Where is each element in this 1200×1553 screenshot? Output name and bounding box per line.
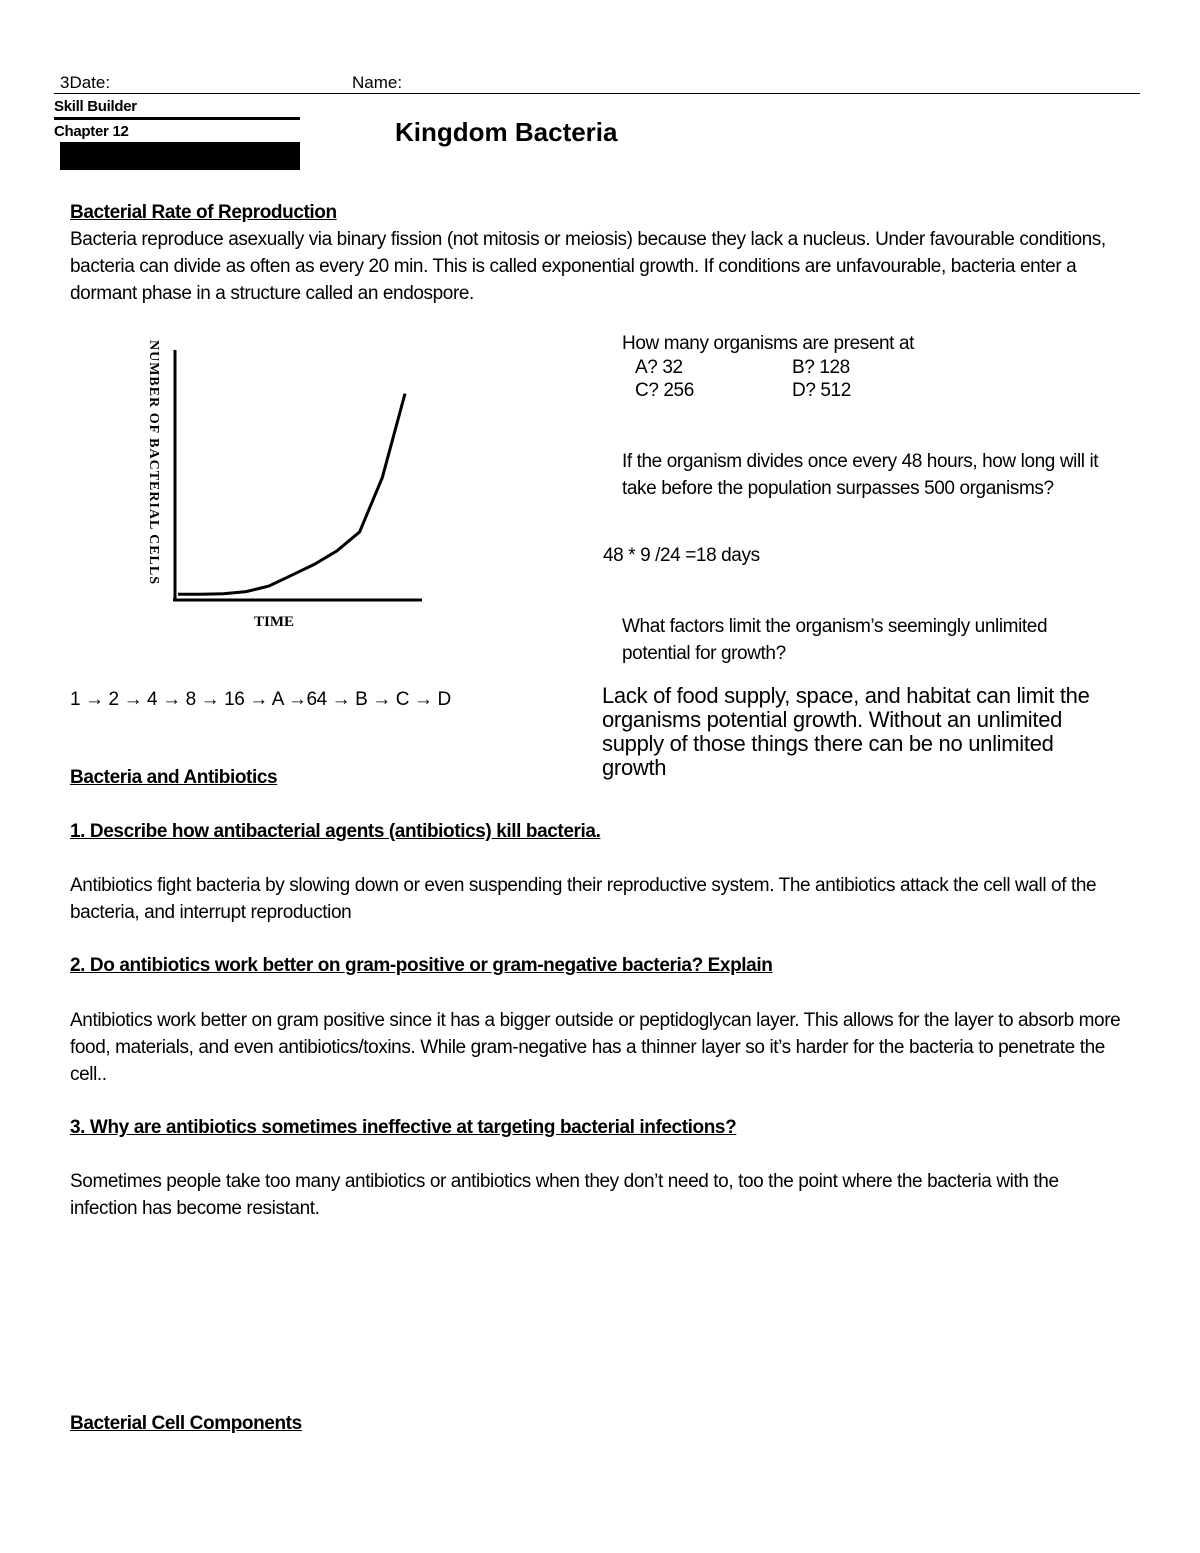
components-heading: Bacterial Cell Components <box>70 1413 302 1434</box>
question-1: 1. Describe how antibacterial agents (antibiotics) kill bacteria. <box>70 821 601 842</box>
reproduction-heading: Bacterial Rate of Reproduction <box>70 202 337 223</box>
time-question: If the organism divides once every 48 hours, how long will it take before the population surpasses 500 organisms? <box>622 451 1099 499</box>
question-2: 2. Do antibiotics work better on gram-positive or gram-negative bacteria? Explain <box>70 955 773 976</box>
x-axis-label: TIME <box>254 614 295 630</box>
answer-c: C? 256 <box>635 380 694 401</box>
y-axis-label: NUMBER OF BACTERIAL CELLS <box>146 340 161 586</box>
factors-question: What factors limit the organism’s seemingly unlimited potential for growth? <box>622 616 1048 664</box>
answer-2: Antibiotics work better on gram positive since it has a bigger outside or peptidoglycan layer. This allows for the layer to absorb more food, materials, and even antibiotics/toxins. While gram-negative has a thinner layer so it’s harder for the bacteria to penetrate the cell.. <box>70 1010 1121 1085</box>
page-title: Kingdom Bacteria <box>395 117 618 147</box>
time-answer: 48 * 9 /24 =18 days <box>603 545 760 566</box>
answer-3: Sometimes people take too many antibiotics or antibiotics when they don’t need to, too the point where the bacteria with the infection has become resistant. <box>70 1171 1059 1219</box>
header-rule <box>54 93 1140 94</box>
growth-curve <box>178 394 405 595</box>
antibiotics-heading: Bacteria and Antibiotics <box>70 767 278 788</box>
answer-1: Antibiotics fight bacteria by slowing down or even suspending their reproductive system. The antibiotics attack the cell wall of the bacteria, and interrupt reproduction <box>70 875 1097 923</box>
growth-chart <box>130 330 440 640</box>
black-bar <box>60 142 300 170</box>
chapter-label: Chapter 12 <box>54 123 129 140</box>
answer-d: D? 512 <box>792 380 851 401</box>
answer-a: A? 32 <box>635 357 683 378</box>
question-3: 3. Why are antibiotics sometimes ineffective at targeting bacterial infections? <box>70 1117 737 1138</box>
name-label: Name: <box>352 73 403 92</box>
reproduction-intro: Bacteria reproduce asexually via binary fission (not mitosis or meiosis) because they lack a nucleus. Under favourable conditions, bacteria can divide as often as every 20 min. This is called exponential growth. If conditions are unfavourable, bacteria enter a dormant phase in a structure called an endospore. <box>70 229 1106 304</box>
factors-answer: Lack of food supply, space, and habitat can limit the organisms potential growth. Without an unlimited supply of those things there can be no unlimited growth <box>602 683 1090 780</box>
skill-builder-label: Skill Builder <box>54 98 137 115</box>
skill-builder-rule <box>54 117 300 120</box>
doubling-sequence: 1 → 2 → 4 → 8 → 16 → A →64 → B → C → D <box>70 689 451 710</box>
date-label: 3Date: <box>60 73 111 92</box>
count-question: How many organisms are present at <box>622 333 914 354</box>
answer-b: B? 128 <box>792 357 850 378</box>
